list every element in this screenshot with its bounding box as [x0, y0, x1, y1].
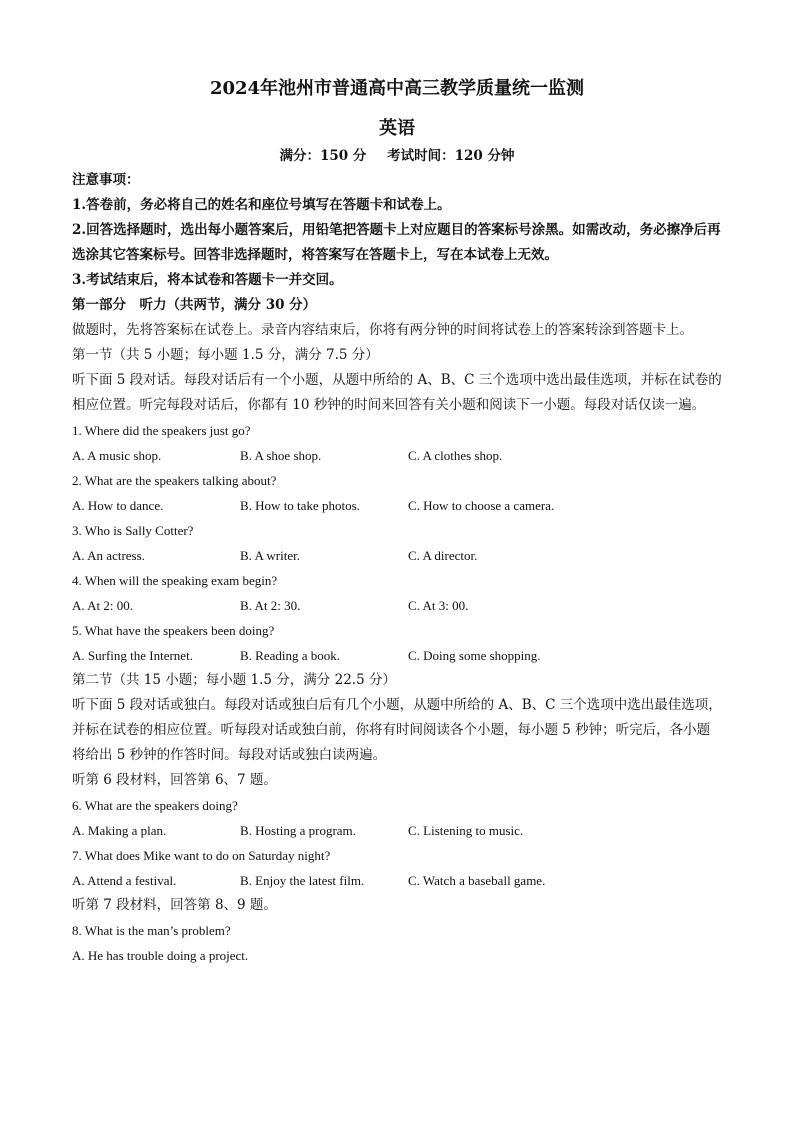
question-stem: 4. When will the speaking exam begin? [72, 573, 278, 588]
notice-item-1: 1.答卷前，务必将自己的姓名和座位号填写在答题卡和试卷上。 [72, 197, 451, 213]
question-stem: 3. Who is Sally Cotter? [72, 523, 194, 538]
question-1 [72, 418, 722, 468]
question-7 [72, 843, 722, 893]
option-row [72, 593, 722, 618]
option-a: A. At 2: 00. [72, 598, 134, 613]
question-3 [72, 518, 722, 568]
option-b: B. At 2: 30. [240, 598, 301, 613]
question-6 [72, 793, 722, 843]
notice-item-3: 3.考试结束后，将本试卷和答题卡一并交回。 [72, 272, 343, 288]
option-c: C. Doing some shopping. [408, 648, 541, 663]
option-row [72, 868, 722, 893]
option-b: B. How to take photos. [240, 498, 360, 513]
exam-subject: 英语 [379, 118, 415, 139]
option-c: C. A director. [408, 548, 478, 563]
exam-time: 考试时间：120 分钟 [387, 148, 515, 164]
option-row [72, 443, 722, 468]
option-b: B. A shoe shop. [240, 448, 322, 463]
option-b: B. A writer. [240, 548, 300, 563]
question-stem: 2. What are the speakers talking about? [72, 473, 277, 488]
option-a: A. An actress. [72, 548, 145, 563]
option-a: A. Surfing the Internet. [72, 648, 193, 663]
notice-heading: 注意事项： [72, 172, 140, 188]
section1-instruction: 听下面 5 段对话。每段对话后有一个小题，从题中所给的 A、B、C 三个选项中选出最佳选项，并标在试卷的相应位置。听完每段对话后，你都有 10 秒钟的时间来回答有关小题和阅读下一小题。每段对话仅读一遍。 [72, 372, 722, 413]
part1-heading: 第一部分 听力（共两节，满分 30 分） [72, 297, 317, 313]
exam-meta [72, 144, 722, 168]
section2-instruction: 听下面 5 段对话或独白。每段对话或独白后有几个小题，从题中所给的 A、B、C 三个选项中选出最佳选项，并标在试卷的相应位置。听每段对话或独白前，你将有时间阅读各个小题，每小题 5 秒钟；听完后，各小题将给出 5 秒钟的作答时间。每段对话或独白读两遍。 [72, 697, 722, 763]
option-row [72, 493, 722, 518]
question-stem: 7. What does Mike want to do on Saturday night? [72, 848, 331, 863]
option-b: B. Enjoy the latest film. [240, 873, 365, 888]
full-score: 满分：150 分 [279, 148, 367, 164]
question-stem: 5. What have the speakers been doing? [72, 623, 275, 638]
question-stem: 8. What is the man’s problem? [72, 923, 231, 938]
option-a: A. How to dance. [72, 498, 164, 513]
option-c: C. At 3: 00. [408, 598, 469, 613]
question-5 [72, 618, 722, 668]
section1-heading: 第一节（共 5 小题；每小题 1.5 分，满分 7.5 分） [72, 347, 379, 363]
option-c: C. How to choose a camera. [408, 498, 555, 513]
question-8 [72, 918, 722, 968]
section2-heading: 第二节（共 15 小题；每小题 1.5 分，满分 22.5 分） [72, 672, 396, 688]
option-row [72, 543, 722, 568]
exam-title: 2024年池州市普通高中高三教学质量统一监测 [209, 78, 585, 99]
material-6-note: 听第 6 段材料，回答第 6、7 题。 [72, 772, 277, 788]
notice-item-2: 2.回答选择题时，选出每小题答案后，用铅笔把答题卡上对应题目的答案标号涂黑。如需改动，务必擦净后再选涂其它答案标号。回答非选择题时，将答案写在答题卡上，写在本试卷上无效。 [72, 222, 721, 263]
exam-page [72, 64, 722, 968]
option-b: B. Hosting a program. [240, 823, 356, 838]
option-row [72, 818, 722, 843]
option-a: A. He has trouble doing a project. [72, 948, 249, 963]
option-row [72, 643, 722, 668]
part1-instruction: 做题时，先将答案标在试卷上。录音内容结束后，你将有两分钟的时间将试卷上的答案转涂到答题卡上。 [72, 322, 693, 338]
option-a: A. Making a plan. [72, 823, 167, 838]
option-c: C. A clothes shop. [408, 448, 503, 463]
option-b: B. Reading a book. [240, 648, 341, 663]
question-stem: 1. Where did the speakers just go? [72, 423, 251, 438]
option-a: A. A music shop. [72, 448, 162, 463]
option-c: C. Watch a baseball game. [408, 873, 546, 888]
question-4 [72, 568, 722, 618]
option-c: C. Listening to music. [408, 823, 524, 838]
question-stem: 6. What are the speakers doing? [72, 798, 238, 813]
question-2 [72, 468, 722, 518]
option-a: A. Attend a festival. [72, 873, 177, 888]
material-7-note: 听第 7 段材料，回答第 8、9 题。 [72, 897, 277, 913]
